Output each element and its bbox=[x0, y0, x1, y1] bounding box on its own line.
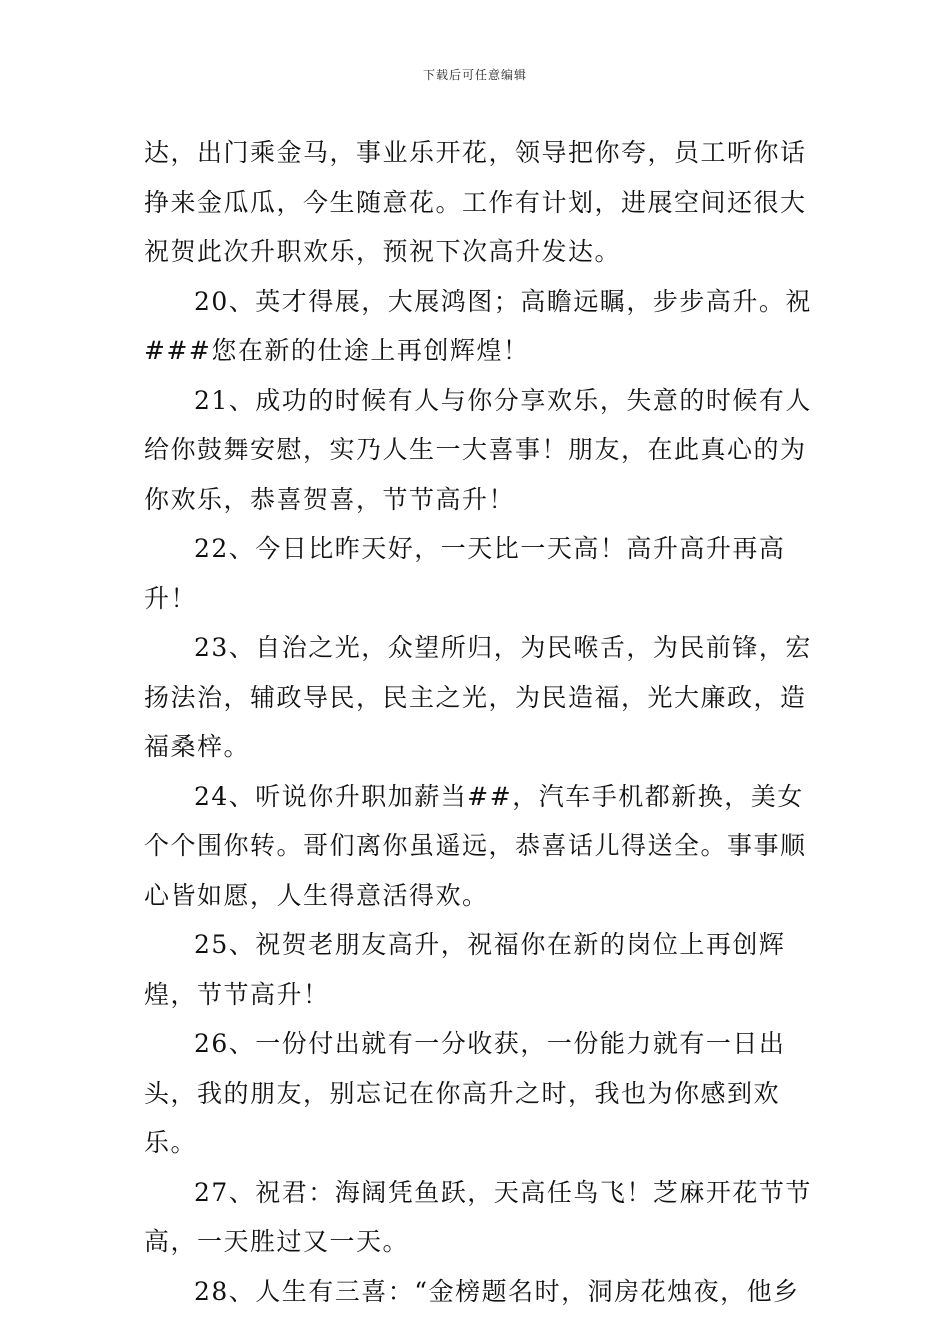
paragraph: 22、今日比昨天好，一天比一天高！高升高升再高升！ bbox=[144, 534, 786, 613]
paragraph: 24、听说你升职加薪当##，汽车手机都新换，美女个个围你转。哥们离你虽遥远，恭喜话儿得送全。事事顺心皆如愿，人生得意活得欢。 bbox=[144, 781, 807, 910]
paragraph: 25、祝贺老朋友高升，祝福你在新的岗位上再创辉煌，节节高升！ bbox=[144, 930, 786, 1009]
paragraph: 28、人生有三喜：“金榜题名时，洞房花烛夜，他乡 bbox=[194, 1276, 800, 1306]
paragraph: 23、自治之光，众望所归，为民喉舌，为民前锋，宏扬法治，辅政导民，民主之光，为民造福，光大廉政，造福桑梓。 bbox=[144, 633, 812, 761]
document-body bbox=[144, 128, 814, 1316]
page-header: 下载后可任意编辑 bbox=[422, 68, 527, 82]
paragraph: 20、英才得展，大展鸿图；高瞻远瞩，步步高升。祝###您在新的仕途上再创辉煌！ bbox=[144, 286, 812, 365]
paragraph: 21、成功的时候有人与你分享欢乐，失意的时候有人给你鼓舞安慰，实乃人生一大喜事！朋友，在此真心的为你欢乐，恭喜贺喜，节节高升！ bbox=[144, 385, 812, 514]
paragraph: 达，出门乘金马，事业乐开花，领导把你夸，员工听你话挣来金瓜瓜，今生随意花。工作有计划，进展空间还很大祝贺此次升职欢乐，预祝下次高升发达。 bbox=[144, 138, 807, 266]
paragraph: 27、祝君：海阔凭鱼跃，天高任鸟飞！芝麻开花节节高，一天胜过又一天。 bbox=[144, 1177, 812, 1256]
paragraph: 26、一份付出就有一分收获，一份能力就有一日出头，我的朋友，别忘记在你高升之时，我也为你感到欢乐。 bbox=[144, 1029, 786, 1157]
